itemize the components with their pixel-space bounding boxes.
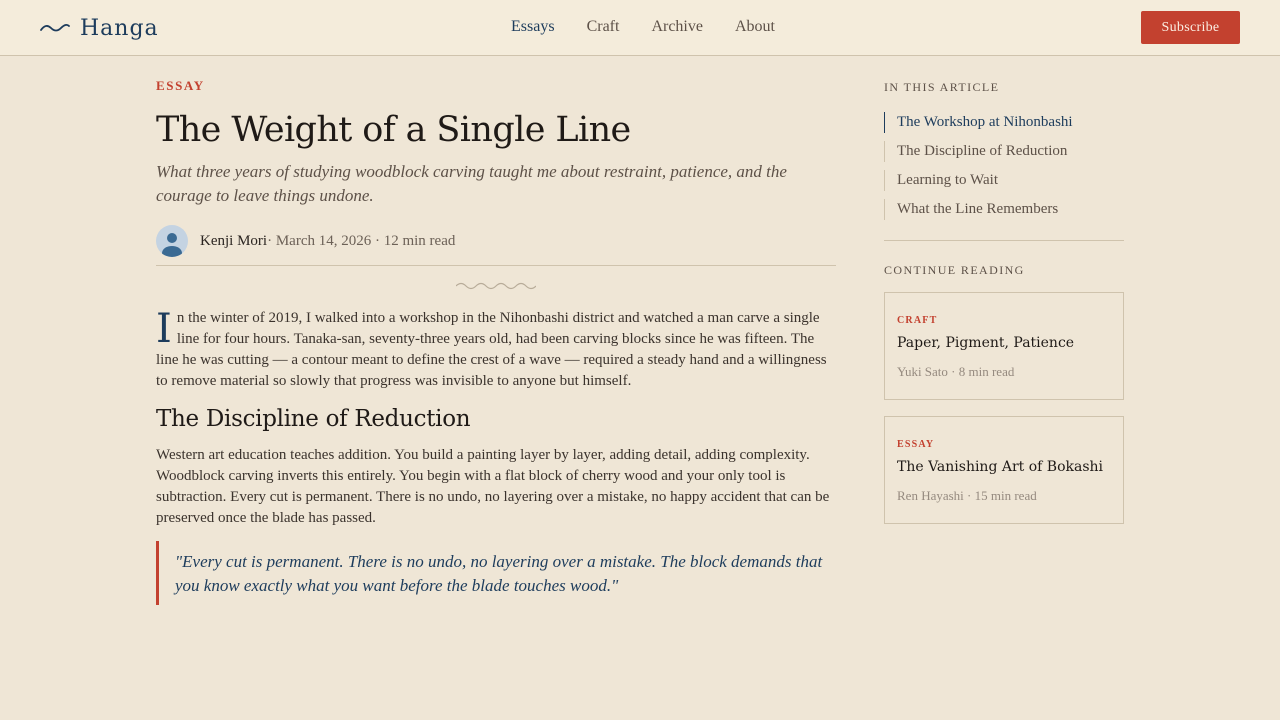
article-kicker: ESSAY <box>156 78 205 93</box>
toc-item-learning[interactable]: Learning to Wait <box>884 170 1124 191</box>
sidebar-divider <box>884 240 1124 241</box>
wave-icon <box>40 21 70 35</box>
main-nav <box>511 18 807 36</box>
article-title: The Weight of a Single Line <box>156 110 631 150</box>
article-subtitle: What three years of studying woodblock carving taught me about restraint, patience, and the courage to leave things undone. <box>156 162 787 205</box>
subscribe-button[interactable]: Subscribe <box>1141 11 1240 44</box>
body-paragraph: Western art education teaches addition. You build a painting layer by layer, adding detail, adding complexity. Woodblock carving inverts this entirely. You begin with a flat block of cherry wood and your only tool is subtraction. Every cut is permanent. There is no undo, no layering over a mistake, no happy accident that can be preserved once the blade has passed. <box>156 447 830 526</box>
logo[interactable] <box>40 12 159 44</box>
squiggle-divider <box>456 281 536 291</box>
card-kicker: CRAFT <box>897 315 938 326</box>
person-icon <box>156 225 188 257</box>
avatar[interactable] <box>156 225 188 257</box>
nav-craft[interactable]: Craft <box>586 18 620 35</box>
card-meta: Ren Hayashi · 15 min read <box>897 488 1037 503</box>
table-of-contents <box>884 112 1124 220</box>
article-meta: · March 14, 2026 · 12 min read <box>267 232 456 249</box>
author-name[interactable]: Kenji Mori <box>200 232 268 249</box>
toc-item-discipline[interactable]: The Discipline of Reduction <box>884 141 1124 162</box>
article <box>156 78 836 595</box>
toc-item-workshop[interactable]: The Workshop at Nihonbashi <box>884 112 1124 133</box>
related-card[interactable] <box>884 292 1124 400</box>
lead-paragraph <box>156 308 836 392</box>
byline <box>156 225 836 257</box>
sidebar <box>884 80 1124 503</box>
card-title: Paper, Pigment, Patience <box>897 335 1075 351</box>
card-meta: Yuki Sato · 8 min read <box>897 364 1015 379</box>
related-card[interactable] <box>884 416 1124 524</box>
lead-text: n the winter of 2019, I walked into a workshop in the Nihonbashi district and watched a man carve a single line for four hours. Tanaka-san, seventy-three years old, had been carving blocks since he was fifteen. The line he was cutting — a contour meant to define the crest of a wave — required a steady hand and a willingness to remove material so slowly that progress was invisible to anyone but himself. <box>156 310 827 389</box>
nav-about[interactable]: About <box>734 18 775 35</box>
site-header <box>0 0 1280 56</box>
nav-archive[interactable]: Archive <box>651 18 703 35</box>
divider-line <box>156 265 836 266</box>
drop-cap: I <box>156 306 172 352</box>
continue-heading: CONTINUE READING <box>884 263 1025 277</box>
card-title: The Vanishing Art of Bokashi <box>897 459 1104 475</box>
section-heading: The Discipline of Reduction <box>156 406 471 432</box>
pull-quote: "Every cut is permanent. There is no undo, no layering over a mistake. The block demands that you know exactly what you want before the blade touches wood." <box>156 541 836 605</box>
nav-essays[interactable]: Essays <box>511 18 555 35</box>
toc-heading: IN THIS ARTICLE <box>884 80 1000 94</box>
card-kicker: ESSAY <box>897 439 935 450</box>
logo-text: Hanga <box>80 15 159 41</box>
toc-item-remembers[interactable]: What the Line Remembers <box>884 199 1124 220</box>
